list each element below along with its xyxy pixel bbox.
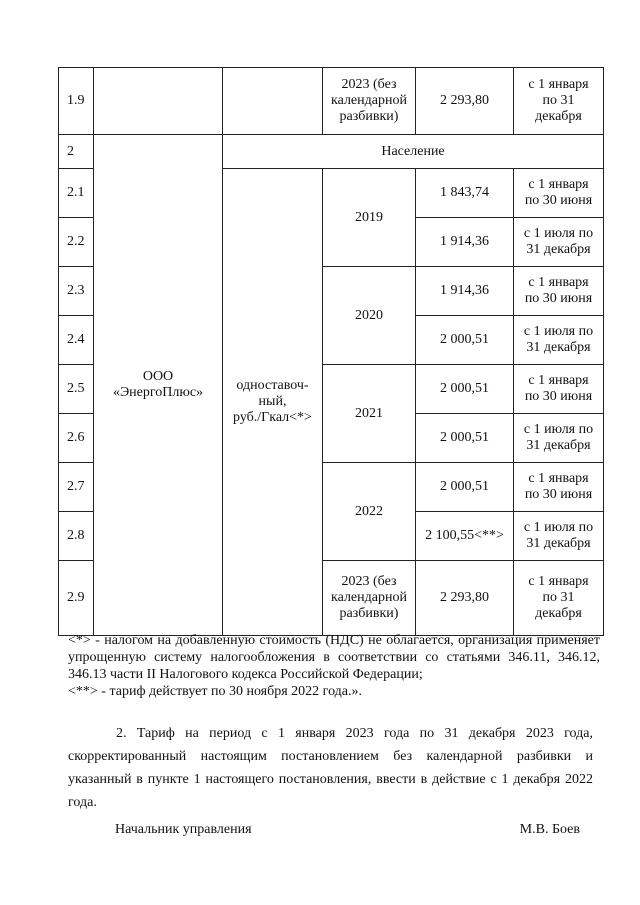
footnotes <box>68 632 600 700</box>
validity-period: с 1 января по 31 декабря <box>514 68 604 135</box>
year-cell: 2021 <box>323 365 416 463</box>
org-cell: ООО «ЭнергоПлюс» <box>94 135 223 636</box>
tariff-table <box>58 67 604 636</box>
signatory-position: Начальник управления <box>115 822 252 837</box>
year-cell: 2019 <box>323 169 416 267</box>
tariff-value: 1 914,36 <box>416 267 514 316</box>
tariff-value: 2 100,55<**> <box>416 512 514 561</box>
validity-period: с 1 января по 31 декабря <box>514 561 604 636</box>
row-number: 2.1 <box>59 169 94 218</box>
table-row <box>59 135 604 169</box>
tariff-value: 2 000,51 <box>416 414 514 463</box>
row-number: 2.2 <box>59 218 94 267</box>
signatory-name: М.В. Боев <box>519 822 580 837</box>
rate-type-cell: одноставоч- ный, руб./Гкал<*> <box>223 169 323 636</box>
category-heading: Население <box>223 135 604 169</box>
tariff-value: 2 000,51 <box>416 463 514 512</box>
row-number: 2.7 <box>59 463 94 512</box>
row-number: 2 <box>59 135 94 169</box>
row-number: 2.6 <box>59 414 94 463</box>
period-cell: 2023 (без календарной разбивки) <box>323 561 416 636</box>
row-number: 1.9 <box>59 68 94 135</box>
validity-period: с 1 января по 30 июня <box>514 169 604 218</box>
validity-period: с 1 июля по 31 декабря <box>514 414 604 463</box>
validity-period: с 1 июля по 31 декабря <box>514 218 604 267</box>
year-cell: 2020 <box>323 267 416 365</box>
table-row <box>59 68 604 135</box>
rate-type-cell <box>223 68 323 135</box>
period-cell: 2023 (без календарной разбивки) <box>323 68 416 135</box>
row-number: 2.5 <box>59 365 94 414</box>
validity-period: с 1 января по 30 июня <box>514 365 604 414</box>
tariff-value: 2 293,80 <box>416 68 514 135</box>
year-cell: 2022 <box>323 463 416 561</box>
validity-period: с 1 января по 30 июня <box>514 463 604 512</box>
row-number: 2.4 <box>59 316 94 365</box>
row-number: 2.3 <box>59 267 94 316</box>
tariff-value: 1 914,36 <box>416 218 514 267</box>
signature-block <box>115 822 580 838</box>
org-cell <box>94 68 223 135</box>
validity-period: с 1 июля по 31 декабря <box>514 512 604 561</box>
clause-2-text: 2. Тариф на период с 1 января 2023 года по 31 декабря 2023 года, скорректированный настоящим постановлением без календарной разбивки и указанный в пункте 1 настоящего постановления, ввести в действие с 1 декабря 2022 года. <box>68 726 593 810</box>
tariff-value: 2 000,51 <box>416 316 514 365</box>
footnote-vat: <*> - налогом на добавленную стоимость (НДС) не облагается, организация применяет упрощенную систему налогообложения в соответствии со статьями 346.11, 346.12, 346.13 части II Налогового кодекса Российской Федерации; <box>68 633 600 682</box>
tariff-value: 2 000,51 <box>416 365 514 414</box>
row-number: 2.9 <box>59 561 94 636</box>
footnote-tariff-validity: <**> - тариф действует по 30 ноября 2022 года.». <box>68 684 363 699</box>
validity-period: с 1 июля по 31 декабря <box>514 316 604 365</box>
validity-period: с 1 января по 30 июня <box>514 267 604 316</box>
tariff-value: 2 293,80 <box>416 561 514 636</box>
row-number: 2.8 <box>59 512 94 561</box>
tariff-value: 1 843,74 <box>416 169 514 218</box>
clause-2 <box>68 722 593 814</box>
